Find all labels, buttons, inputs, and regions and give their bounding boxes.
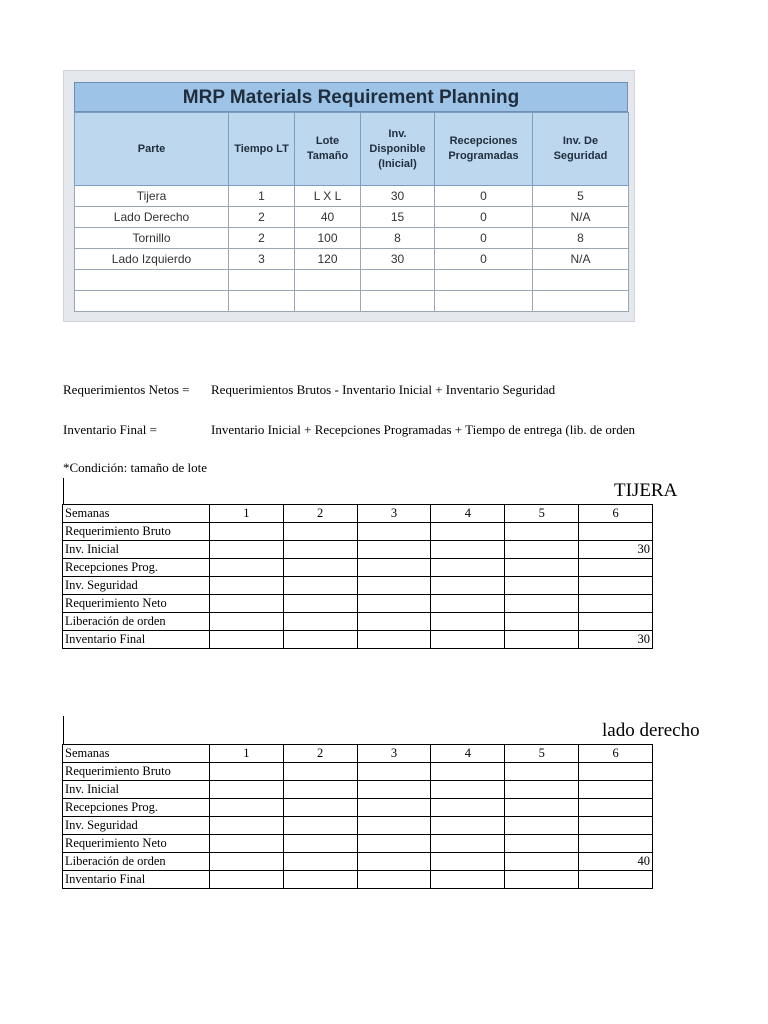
grid-cell[interactable] (505, 781, 579, 799)
mrp-cell (295, 291, 361, 312)
row-label: Requerimiento Bruto (63, 523, 210, 541)
mrp-cell: 0 (435, 186, 533, 207)
tijera-grid (62, 504, 653, 649)
grid-cell[interactable] (431, 613, 505, 631)
grid-cell[interactable] (209, 577, 283, 595)
grid-cell[interactable] (209, 541, 283, 559)
tijera-grid-body (63, 505, 653, 649)
grid-row (63, 523, 653, 541)
grid-cell[interactable] (505, 871, 579, 889)
grid-cell[interactable] (209, 871, 283, 889)
grid-cell[interactable] (357, 781, 431, 799)
grid-cell[interactable] (431, 763, 505, 781)
mrp-row (75, 249, 629, 270)
grid-cell[interactable] (357, 577, 431, 595)
grid-cell[interactable] (357, 871, 431, 889)
mrp-table-inner (74, 82, 628, 312)
mrp-cell: 8 (361, 228, 435, 249)
grid2-title-border (63, 716, 64, 745)
mrp-cell: 40 (295, 207, 361, 228)
mrp-cell (295, 270, 361, 291)
grid-cell[interactable] (505, 799, 579, 817)
grid-cell[interactable] (505, 595, 579, 613)
row-label: Requerimiento Bruto (63, 763, 210, 781)
final-inventory-formula: Inventario Inicial + Recepciones Programadas + Tiempo de entrega (lib. de orden (211, 422, 636, 437)
week-number: 2 (283, 505, 357, 523)
grid-cell[interactable] (283, 577, 357, 595)
grid-row (63, 577, 653, 595)
row-label: Recepciones Prog. (63, 799, 210, 817)
grid-cell[interactable] (579, 613, 653, 631)
grid-cell[interactable] (431, 799, 505, 817)
grid-cell[interactable] (505, 559, 579, 577)
grid-row (63, 541, 653, 559)
grid-cell[interactable] (283, 523, 357, 541)
grid-cell[interactable] (283, 613, 357, 631)
grid-cell[interactable] (505, 853, 579, 871)
net-requirements-label: Requerimientos Netos = (63, 382, 190, 397)
mrp-header-cell: Recepciones Programadas (435, 113, 533, 186)
grid-row (63, 817, 653, 835)
grid-cell[interactable] (357, 631, 431, 649)
row-label: Recepciones Prog. (63, 559, 210, 577)
grid-cell[interactable] (505, 835, 579, 853)
mrp-cell: N/A (533, 249, 629, 270)
grid-row (63, 853, 653, 871)
row-label: Liberación de orden (63, 853, 210, 871)
week-number: 4 (431, 505, 505, 523)
grid-cell[interactable] (209, 595, 283, 613)
grid-cell[interactable] (357, 853, 431, 871)
grid-row (63, 559, 653, 577)
grid-row (63, 595, 653, 613)
weeks-row (63, 745, 653, 763)
mrp-table-body (75, 186, 629, 312)
grid-cell[interactable] (209, 835, 283, 853)
row-label: Inv. Inicial (63, 781, 210, 799)
mrp-cell (361, 270, 435, 291)
mrp-cell: 0 (435, 207, 533, 228)
grid-cell[interactable] (505, 763, 579, 781)
grid-cell[interactable] (357, 595, 431, 613)
row-label: Requerimiento Neto (63, 595, 210, 613)
week-number: 1 (209, 745, 283, 763)
mrp-cell: N/A (533, 207, 629, 228)
grid-cell[interactable] (283, 853, 357, 871)
grid-cell[interactable] (579, 595, 653, 613)
grid-cell[interactable] (505, 577, 579, 595)
grid-cell[interactable] (505, 523, 579, 541)
grid-cell[interactable] (209, 631, 283, 649)
grid-cell[interactable] (579, 799, 653, 817)
mrp-header-cell: Inv. Disponible (Inicial) (361, 113, 435, 186)
grid-cell[interactable] (283, 799, 357, 817)
row-label: Inventario Final (63, 871, 210, 889)
grid-cell[interactable] (283, 559, 357, 577)
grid-cell[interactable] (431, 781, 505, 799)
mrp-cell (533, 291, 629, 312)
grid-cell[interactable] (431, 871, 505, 889)
grid-cell[interactable] (357, 541, 431, 559)
mrp-cell: 15 (361, 207, 435, 228)
week-number: 6 (579, 745, 653, 763)
mrp-cell (229, 270, 295, 291)
mrp-cell: Tijera (75, 186, 229, 207)
mrp-cell (533, 270, 629, 291)
grid-cell[interactable] (431, 853, 505, 871)
week-number: 1 (209, 505, 283, 523)
weeks-row (63, 505, 653, 523)
grid-cell[interactable] (505, 817, 579, 835)
grid-cell[interactable] (579, 781, 653, 799)
grid-row (63, 763, 653, 781)
mrp-table (74, 112, 629, 312)
mrp-cell: 5 (533, 186, 629, 207)
mrp-cell: 2 (229, 228, 295, 249)
mrp-cell: L X L (295, 186, 361, 207)
grid-cell[interactable] (431, 595, 505, 613)
grid-cell[interactable] (431, 523, 505, 541)
grid-row (63, 871, 653, 889)
grid-cell[interactable] (357, 763, 431, 781)
grid-cell[interactable] (431, 577, 505, 595)
row-label: Requerimiento Neto (63, 835, 210, 853)
mrp-header-cell: Parte (75, 113, 229, 186)
row-label: Inv. Seguridad (63, 817, 210, 835)
final-inventory-label: Inventario Final = (63, 422, 157, 437)
grid-cell[interactable] (357, 817, 431, 835)
lado-derecho-grid-body (63, 745, 653, 889)
grid1-title: TIJERA (614, 480, 678, 501)
grid-cell[interactable] (209, 523, 283, 541)
grid-cell[interactable] (579, 871, 653, 889)
mrp-cell: 30 (361, 249, 435, 270)
mrp-header-cell: Lote Tamaño (295, 113, 361, 186)
week-number: 3 (357, 505, 431, 523)
mrp-cell: 3 (229, 249, 295, 270)
grid-cell[interactable] (357, 799, 431, 817)
mrp-cell (435, 270, 533, 291)
mrp-cell (75, 270, 229, 291)
grid-cell[interactable] (283, 763, 357, 781)
week-number: 5 (505, 505, 579, 523)
grid-cell[interactable] (579, 763, 653, 781)
grid-cell[interactable] (283, 835, 357, 853)
grid-cell[interactable] (209, 817, 283, 835)
mrp-cell: 2 (229, 207, 295, 228)
mrp-row (75, 186, 629, 207)
mrp-cell: 1 (229, 186, 295, 207)
grid-cell[interactable] (283, 781, 357, 799)
mrp-cell: 8 (533, 228, 629, 249)
grid-cell[interactable] (209, 559, 283, 577)
lado-derecho-grid (62, 744, 653, 889)
mrp-header-cell: Inv. De Seguridad (533, 113, 629, 186)
mrp-cell: Tornillo (75, 228, 229, 249)
week-number: 5 (505, 745, 579, 763)
grid-row (63, 799, 653, 817)
mrp-cell: Lado Izquierdo (75, 249, 229, 270)
mrp-cell (435, 291, 533, 312)
grid-cell[interactable] (431, 835, 505, 853)
mrp-row (75, 207, 629, 228)
row-label: Inventario Final (63, 631, 210, 649)
grid-cell[interactable] (431, 541, 505, 559)
weeks-label: Semanas (63, 505, 210, 523)
grid-cell[interactable] (283, 631, 357, 649)
grid-cell[interactable] (357, 835, 431, 853)
grid-cell[interactable] (283, 595, 357, 613)
grid-cell[interactable] (505, 613, 579, 631)
mrp-cell: 0 (435, 228, 533, 249)
grid-cell[interactable] (431, 817, 505, 835)
grid-cell[interactable]: 30 (579, 541, 653, 559)
grid-cell[interactable] (209, 799, 283, 817)
grid-cell[interactable] (579, 817, 653, 835)
grid-cell[interactable] (283, 541, 357, 559)
mrp-cell: 120 (295, 249, 361, 270)
mrp-cell: Lado Derecho (75, 207, 229, 228)
grid-row (63, 781, 653, 799)
grid2-title: lado derecho (602, 720, 700, 741)
row-label: Inv. Seguridad (63, 577, 210, 595)
grid-cell[interactable] (579, 559, 653, 577)
mrp-table-image (63, 70, 635, 322)
mrp-row (75, 291, 629, 312)
weeks-label: Semanas (63, 745, 210, 763)
grid-cell[interactable] (283, 817, 357, 835)
grid-cell[interactable] (357, 559, 431, 577)
lot-size-condition: *Condición: tamaño de lote (63, 460, 208, 475)
grid-cell[interactable] (209, 853, 283, 871)
row-label: Inv. Inicial (63, 541, 210, 559)
mrp-cell (229, 291, 295, 312)
week-number: 6 (579, 505, 653, 523)
grid-cell[interactable] (209, 763, 283, 781)
week-number: 3 (357, 745, 431, 763)
grid-cell[interactable] (505, 631, 579, 649)
grid-cell[interactable] (209, 613, 283, 631)
mrp-row (75, 228, 629, 249)
row-label: Liberación de orden (63, 613, 210, 631)
grid-row (63, 835, 653, 853)
grid-cell[interactable] (209, 781, 283, 799)
grid1-title-border (63, 478, 64, 505)
grid-cell[interactable]: 40 (579, 853, 653, 871)
grid-cell[interactable] (357, 613, 431, 631)
week-number: 4 (431, 745, 505, 763)
grid-cell[interactable]: 30 (579, 631, 653, 649)
grid-cell[interactable] (357, 523, 431, 541)
mrp-cell: 0 (435, 249, 533, 270)
grid-row (63, 631, 653, 649)
grid-row (63, 613, 653, 631)
week-number: 2 (283, 745, 357, 763)
mrp-cell: 30 (361, 186, 435, 207)
mrp-table-title: MRP Materials Requirement Planning (74, 82, 628, 112)
net-requirements-formula: Requerimientos Brutos - Inventario Inicial + Inventario Seguridad (211, 382, 556, 397)
grid-cell[interactable] (505, 541, 579, 559)
mrp-header-cell: Tiempo LT (229, 113, 295, 186)
mrp-header-row (75, 113, 629, 186)
grid-cell[interactable] (579, 835, 653, 853)
mrp-cell (75, 291, 229, 312)
grid-cell[interactable] (431, 559, 505, 577)
mrp-cell: 100 (295, 228, 361, 249)
mrp-cell (361, 291, 435, 312)
grid-cell[interactable] (283, 871, 357, 889)
grid-cell[interactable] (579, 523, 653, 541)
grid-cell[interactable] (431, 631, 505, 649)
grid-cell[interactable] (579, 577, 653, 595)
mrp-row (75, 270, 629, 291)
